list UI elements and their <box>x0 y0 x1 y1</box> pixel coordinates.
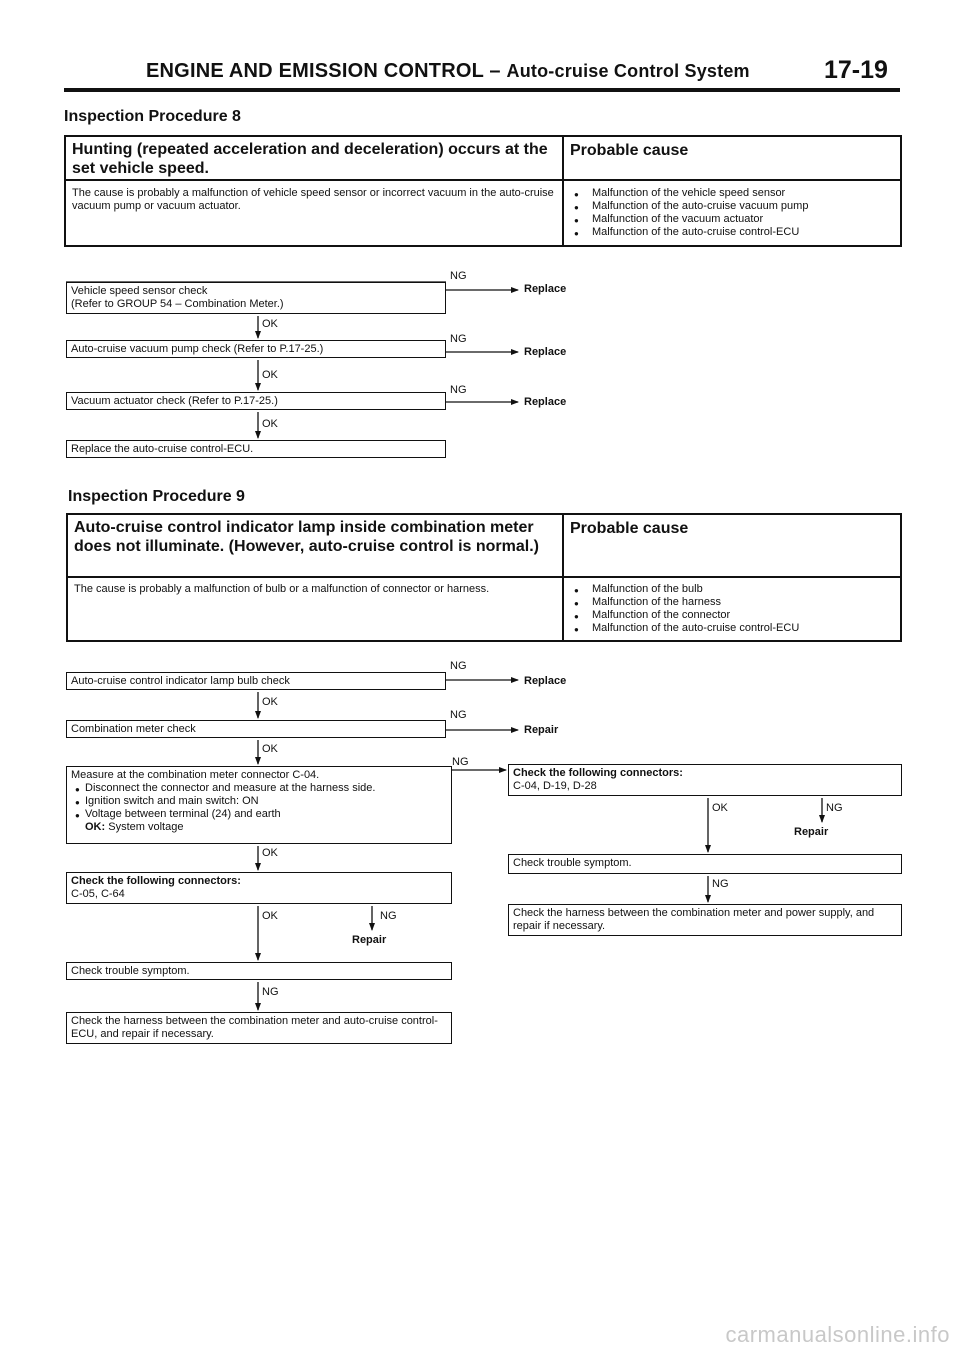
proc9-title: Inspection Procedure 9 <box>68 488 245 505</box>
proc9-description: The cause is probably a malfunction of bulb or a malfunction of connector or harness. <box>74 583 490 595</box>
proc9-right-ok-label: OK <box>712 802 728 814</box>
proc8-step-vacuum-pump: Auto-cruise vacuum pump check (Refer to P.17-25.) <box>66 340 446 358</box>
proc9-left-ok-label: OK <box>262 910 278 922</box>
proc9-left-ng-label: NG <box>380 910 397 922</box>
list-item: ● Voltage between terminal (24) and earth <box>71 808 447 821</box>
proc8-step-vacuum-actuator: Vacuum actuator check (Refer to P.17-25.) <box>66 392 446 410</box>
proc9-left-check-harness: Check the harness between the combination meter and auto-cruise control-ECU, and repair if necessary. <box>66 1012 452 1044</box>
page-number: 17-19 <box>824 56 888 84</box>
proc9-ok-label-1: OK <box>262 696 278 708</box>
proc9-right-connectors-title: Check the following connectors: <box>513 767 683 779</box>
proc8-step1-line1: Vehicle speed sensor check <box>71 285 208 297</box>
list-item: ● Malfunction of the harness <box>570 596 894 609</box>
proc9-right-check-symptom: Check trouble symptom. <box>508 854 902 874</box>
proc8-replace-2: Replace <box>524 346 567 358</box>
header-separator: – <box>489 60 501 82</box>
proc8-description: The cause is probably a malfunction of vehicle speed sensor or incorrect vacuum in the auto-cruise vacuum pump or vacuum actuator. <box>72 187 554 212</box>
proc9-left-connectors-list: C-05, C-64 <box>71 888 125 900</box>
proc9-ng-label-1: NG <box>450 660 467 672</box>
proc9-right-repair: Repair <box>794 826 829 838</box>
proc9-right-check-harness: Check the harness between the combination meter and power supply, and repair if necessary. <box>508 904 902 936</box>
proc8-replace-3: Replace <box>524 396 567 408</box>
proc8-symptom: Hunting (repeated acceleration and deceleration) occurs at the set vehicle speed. <box>72 141 548 177</box>
proc8-ng-label-1: NG <box>450 270 467 282</box>
header-subtitle: Auto-cruise Control System <box>506 61 750 81</box>
proc9-cause-header: Probable cause <box>570 520 689 537</box>
proc9-ng-label-2: NG <box>450 709 467 721</box>
proc9-right-ng-label: NG <box>826 802 843 814</box>
proc8-ng-label-2: NG <box>450 333 467 345</box>
proc9-measure-ok-value: System voltage <box>108 821 184 833</box>
proc9-left-connectors-title: Check the following connectors: <box>71 875 241 887</box>
watermark: carmanualsonline.info <box>725 1322 950 1347</box>
proc9-replace: Replace <box>524 675 567 687</box>
proc9-left-ng-label-2: NG <box>262 986 279 998</box>
proc9-measure-line1: Measure at the combination meter connector C-04. <box>71 769 320 781</box>
list-item: ● Malfunction of the bulb <box>570 583 894 596</box>
proc9-left-repair: Repair <box>352 934 387 946</box>
proc8-step-replace-ecu: Replace the auto-cruise control-ECU. <box>66 440 446 458</box>
proc9-repair-1: Repair <box>524 724 559 736</box>
list-item: ● Malfunction of the vacuum actuator <box>570 213 894 226</box>
list-item: ● Malfunction of the auto-cruise control-ECU <box>570 226 894 239</box>
proc9-right-ng-label-2: NG <box>712 878 729 890</box>
proc9-symptom: Auto-cruise control indicator lamp inside combination meter does not illuminate. (However, auto-cruise control is normal.) <box>74 519 539 555</box>
proc9-measure-ok-label: OK: <box>85 821 106 833</box>
proc8-ok-label-1: OK <box>262 318 278 330</box>
proc9-ng-label-3: NG <box>452 756 469 768</box>
list-item: ● Malfunction of the auto-cruise control-ECU <box>570 622 894 635</box>
list-item: ● Malfunction of the vehicle speed sensor <box>570 187 894 200</box>
proc8-step1-line2: (Refer to GROUP 54 – Combination Meter.) <box>71 298 284 310</box>
proc9-left-check-symptom: Check trouble symptom. <box>66 962 452 980</box>
header-main-title: ENGINE AND EMISSION CONTROL <box>146 60 484 82</box>
list-item: ● Malfunction of the auto-cruise vacuum pump <box>570 200 894 213</box>
proc9-step-meter-check: Combination meter check <box>66 720 446 738</box>
proc8-title: Inspection Procedure 8 <box>64 108 241 125</box>
proc8-cause-header: Probable cause <box>570 142 689 159</box>
proc9-step-bulb-check: Auto-cruise control indicator lamp bulb check <box>66 672 446 690</box>
proc9-ok-label-3: OK <box>262 847 278 859</box>
proc8-replace-1: Replace <box>524 283 567 295</box>
list-item: ● Disconnect the connector and measure at the harness side. <box>71 782 447 795</box>
list-item: ● Malfunction of the connector <box>570 609 894 622</box>
proc8-ok-label-3: OK <box>262 418 278 430</box>
list-item: ● Ignition switch and main switch: ON <box>71 795 447 808</box>
proc8-ng-label-3: NG <box>450 384 467 396</box>
proc9-ok-label-2: OK <box>262 743 278 755</box>
proc9-right-connectors-list: C-04, D-19, D-28 <box>513 780 597 792</box>
proc8-ok-label-2: OK <box>262 369 278 381</box>
